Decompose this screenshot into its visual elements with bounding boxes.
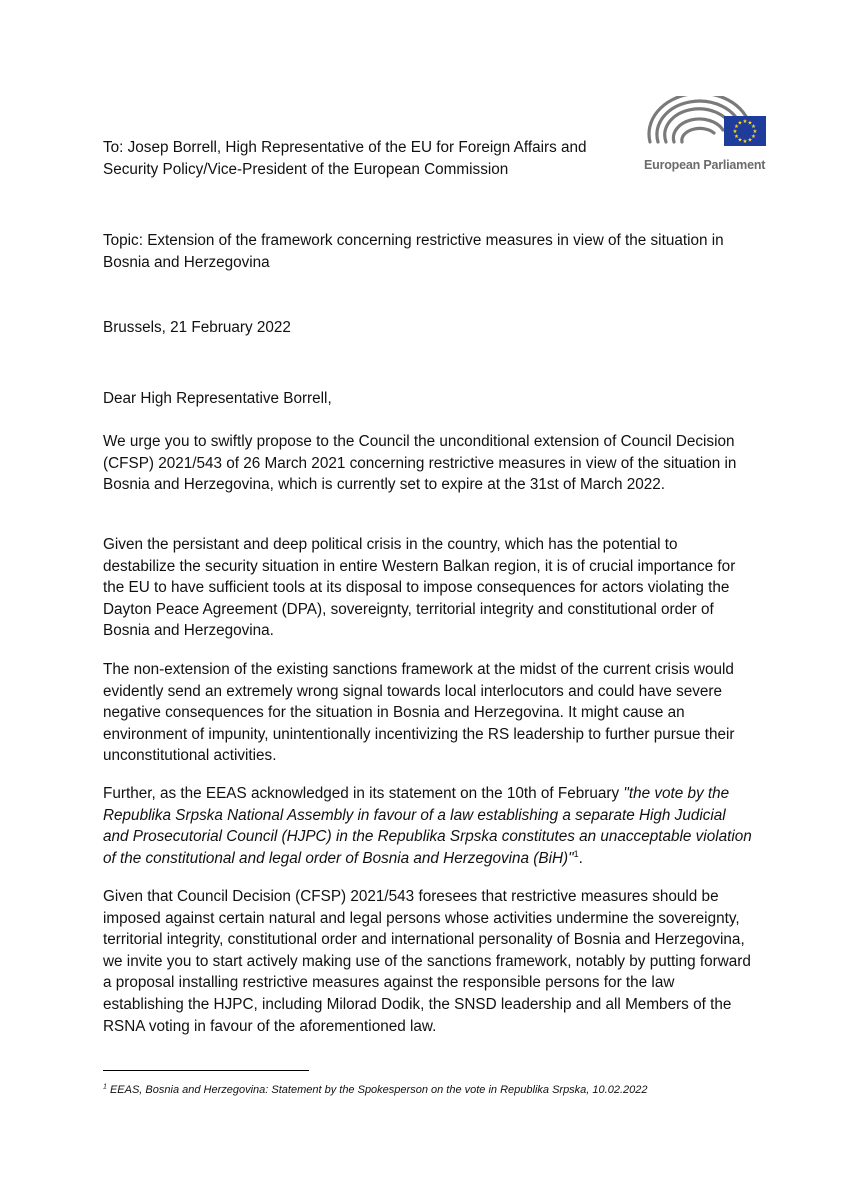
svg-text:★: ★ <box>742 119 748 125</box>
svg-text:★: ★ <box>751 134 756 140</box>
footnote-divider <box>103 1070 309 1071</box>
date-line: Brussels, 21 February 2022 <box>103 319 291 336</box>
svg-text:★: ★ <box>732 129 738 135</box>
european-parliament-logo <box>640 96 770 178</box>
logo-text: European Parliament <box>644 158 766 172</box>
paragraph-4-intro: Further, as the EEAS acknowledged in its statement on the 10th of February <box>103 785 624 802</box>
paragraph-1: We urge you to swiftly propose to the Council the unconditional extension of Council Decision (CFSP) 2021/543 of 26 March 2021 concerning restrictive measures in view of the situation in Bosnia and Herzegovina, which is currently set to expire at the 31st of March 2022. <box>103 433 737 494</box>
footnote-reference[interactable]: 1 <box>573 848 579 859</box>
svg-text:★: ★ <box>734 124 739 130</box>
european-parliament-hemicycle-icon <box>640 96 770 158</box>
topic-line: Topic: Extension of the framework concerning restrictive measures in view of the situation in Bosnia and Herzegovina <box>103 232 724 271</box>
paragraph-3: The non-extension of the existing sanctions framework at the midst of the current crisis would evidently send an extremely wrong signal towards local interlocutors and could have severe negative consequences for the situation in Bosnia and Herzegovina. It might cause an environment of impunity, unintentionally incentivizing the RS leadership to further pursue their unconstitutional activities. <box>103 661 735 765</box>
salutation: Dear High Representative Borrell, <box>103 390 332 407</box>
svg-text:★: ★ <box>747 137 753 144</box>
eeas-quote: "the vote by the Republika Srpska National Assembly in favour of a law establishing a separate High Judicial and Prosecutorial Council (HJPC) in the Republika Srpska constitutes an unacceptable violation of the constitutional and legal order of Bosnia and Herzegovina (BiH)" <box>103 785 752 867</box>
svg-text:★: ★ <box>747 120 753 127</box>
paragraph-4 <box>103 783 753 869</box>
svg-text:★: ★ <box>737 120 743 127</box>
svg-text:★: ★ <box>734 134 739 140</box>
footnote <box>103 1083 783 1097</box>
paragraph-4-end: . <box>578 849 583 867</box>
recipient-line: To: Josep Borrell, High Representative of the EU for Foreign Affairs and Security Policy/Vice-President of the European Commission <box>103 139 587 178</box>
footnote-text: EEAS, Bosnia and Herzegovina: Statement by the Spokesperson on the vote in Republika Srpska, 10.02.2022 <box>106 1084 648 1096</box>
footnote-number: 1 <box>103 1083 107 1091</box>
svg-text:★: ★ <box>737 137 743 144</box>
svg-text:★: ★ <box>742 139 748 145</box>
paragraph-5: Given that Council Decision (CFSP) 2021/543 foresees that restrictive measures should be imposed against certain natural and legal persons whose activities undermine the sovereignty, territorial integrity, constitutional order and international personality of Bosnia and Herzegovina, we invite you to start actively making use of the sanctions framework, notably by putting forward a proposal installing restrictive measures against the responsible persons for the law establishing the HJPC, including Milorad Dodik, the SNSD leadership and all Members of the RSNA voting in favour of the aforementioned law. <box>103 888 751 1035</box>
paragraph-2: Given the persistant and deep political crisis in the country, which has the potential to destabilize the security situation in entire Western Balkan region, it is of crucial importance for the EU to have sufficient tools at its disposal to impose consequences for actors violating the Dayton Peace Agreement (DPA), sovereignty, territorial integrity and constitutional order of Bosnia and Herzegovina. <box>103 536 736 640</box>
svg-text:★: ★ <box>751 124 756 130</box>
svg-text:★: ★ <box>752 129 758 135</box>
